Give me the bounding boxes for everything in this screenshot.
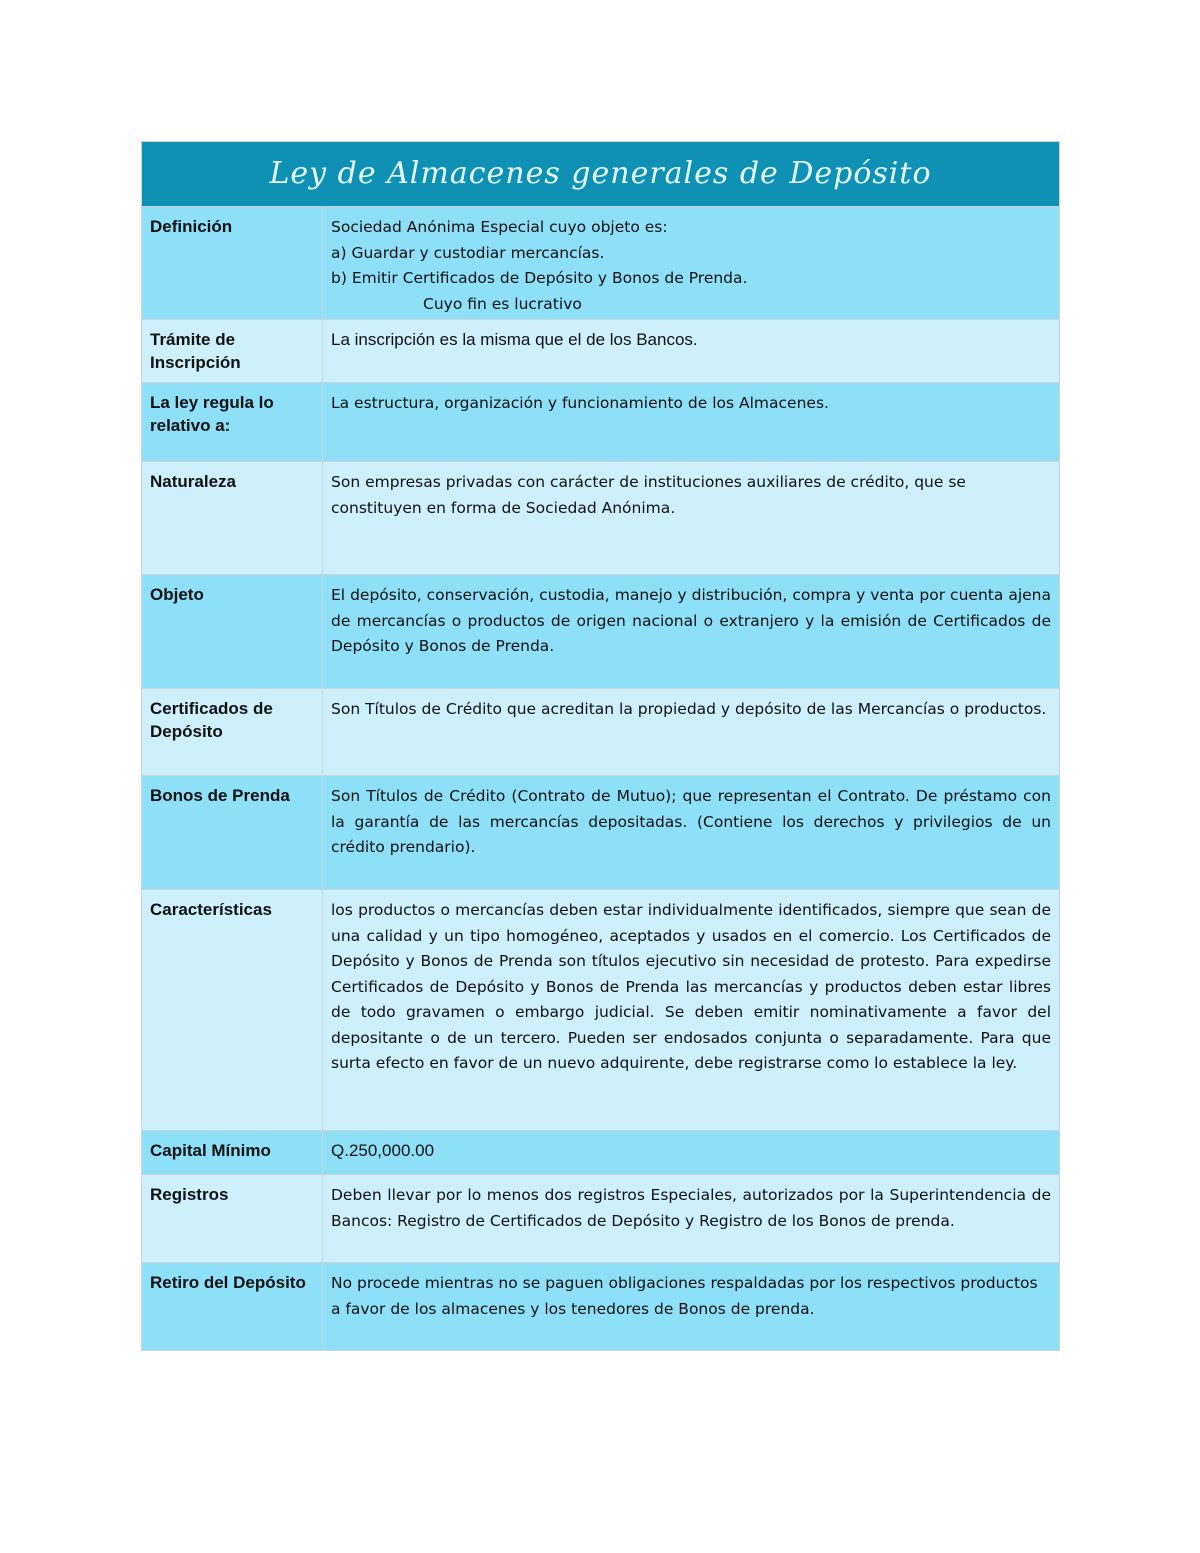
table-row-capital bbox=[142, 1131, 1060, 1175]
table-row-regula bbox=[142, 383, 1060, 462]
row-value bbox=[323, 207, 1060, 320]
definition-line: Cuyo fin es lucrativo bbox=[423, 294, 582, 313]
row-value: Q.250,000.00 bbox=[323, 1131, 1060, 1175]
summary-table bbox=[141, 141, 1060, 1351]
table-row-definicion bbox=[142, 207, 1060, 320]
table-row-certificados bbox=[142, 689, 1060, 776]
definition-line: a) Guardar y custodiar mercancías. bbox=[331, 243, 605, 262]
title-row bbox=[142, 142, 1060, 207]
table-row-retiro bbox=[142, 1263, 1060, 1351]
row-value: Deben llevar por lo menos dos registros Especiales, autorizados por la Superintendencia de Bancos: Registro de Certificados de Depósito y Registro de los Bonos de prenda. bbox=[323, 1175, 1060, 1263]
row-value: El depósito, conservación, custodia, manejo y distribución, compra y venta por cuenta ajena de mercancías o productos de origen nacional o extranjero y la emisión de Certificados de Depósito y Bonos de Prenda. bbox=[323, 575, 1060, 689]
definition-line: b) Emitir Certificados de Depósito y Bonos de Prenda. bbox=[331, 269, 748, 287]
row-label: Definición bbox=[142, 207, 323, 320]
row-label: Certificados de Depósito bbox=[142, 689, 323, 776]
row-value: La inscripción es la misma que el de los Bancos. bbox=[323, 320, 1060, 383]
row-label: Registros bbox=[142, 1175, 323, 1263]
row-label: Capital Mínimo bbox=[142, 1131, 323, 1175]
table-row-objeto bbox=[142, 575, 1060, 689]
row-label: Bonos de Prenda bbox=[142, 776, 323, 890]
table-row-registros bbox=[142, 1175, 1060, 1263]
row-label: Objeto bbox=[142, 575, 323, 689]
title-cell bbox=[142, 142, 1060, 207]
table-row-bonos bbox=[142, 776, 1060, 890]
row-value: Son Títulos de Crédito (Contrato de Mutuo); que representan el Contrato. De préstamo con la garantía de las mercancías depositadas. (Contiene los derechos y privilegios de un crédito prendario). bbox=[323, 776, 1060, 890]
row-value: No procede mientras no se paguen obligaciones respaldadas por los respectivos productos a favor de los almacenes y los tenedores de Bonos de prenda. bbox=[323, 1263, 1060, 1351]
table-row-caracteristicas bbox=[142, 890, 1060, 1131]
row-value: La estructura, organización y funcionamiento de los Almacenes. bbox=[323, 383, 1060, 462]
row-label: La ley regula lo relativo a: bbox=[142, 383, 323, 462]
row-value: Son Títulos de Crédito que acreditan la propiedad y depósito de las Mercancías o productos. bbox=[323, 689, 1060, 776]
row-label: Retiro del Depósito bbox=[142, 1263, 323, 1351]
row-value: los productos o mercancías deben estar individualmente identificados, siempre que sean de una calidad y un tipo homogéneo, aceptados y usados en el comercio. Los Certificados de Depósito y Bonos de Prenda son títulos ejecutivo sin necesidad de protesto. Para expedirse Certificados de Depósito y Bonos de Prenda las mercancías y productos deben estar libres de todo gravamen o embargo judicial. Se deben emitir nominativamente a favor del depositante o de un tercero. Pueden ser endosados conjunta o separadamente. Para que surta efecto en favor de un nuevo adquirente, debe registrarse como lo establece la ley. bbox=[323, 890, 1060, 1131]
table-row-tramite bbox=[142, 320, 1060, 383]
document-title: Ley de Almacenes generales de Depósito bbox=[269, 156, 932, 191]
definition-line: Sociedad Anónima Especial cuyo objeto es: bbox=[331, 218, 668, 236]
row-label: Trámite de Inscripción bbox=[142, 320, 323, 383]
table-row-naturaleza bbox=[142, 462, 1060, 575]
row-label: Características bbox=[142, 890, 323, 1131]
row-label: Naturaleza bbox=[142, 462, 323, 575]
row-value: Son empresas privadas con carácter de instituciones auxiliares de crédito, que se constituyen en forma de Sociedad Anónima. bbox=[323, 462, 1060, 575]
